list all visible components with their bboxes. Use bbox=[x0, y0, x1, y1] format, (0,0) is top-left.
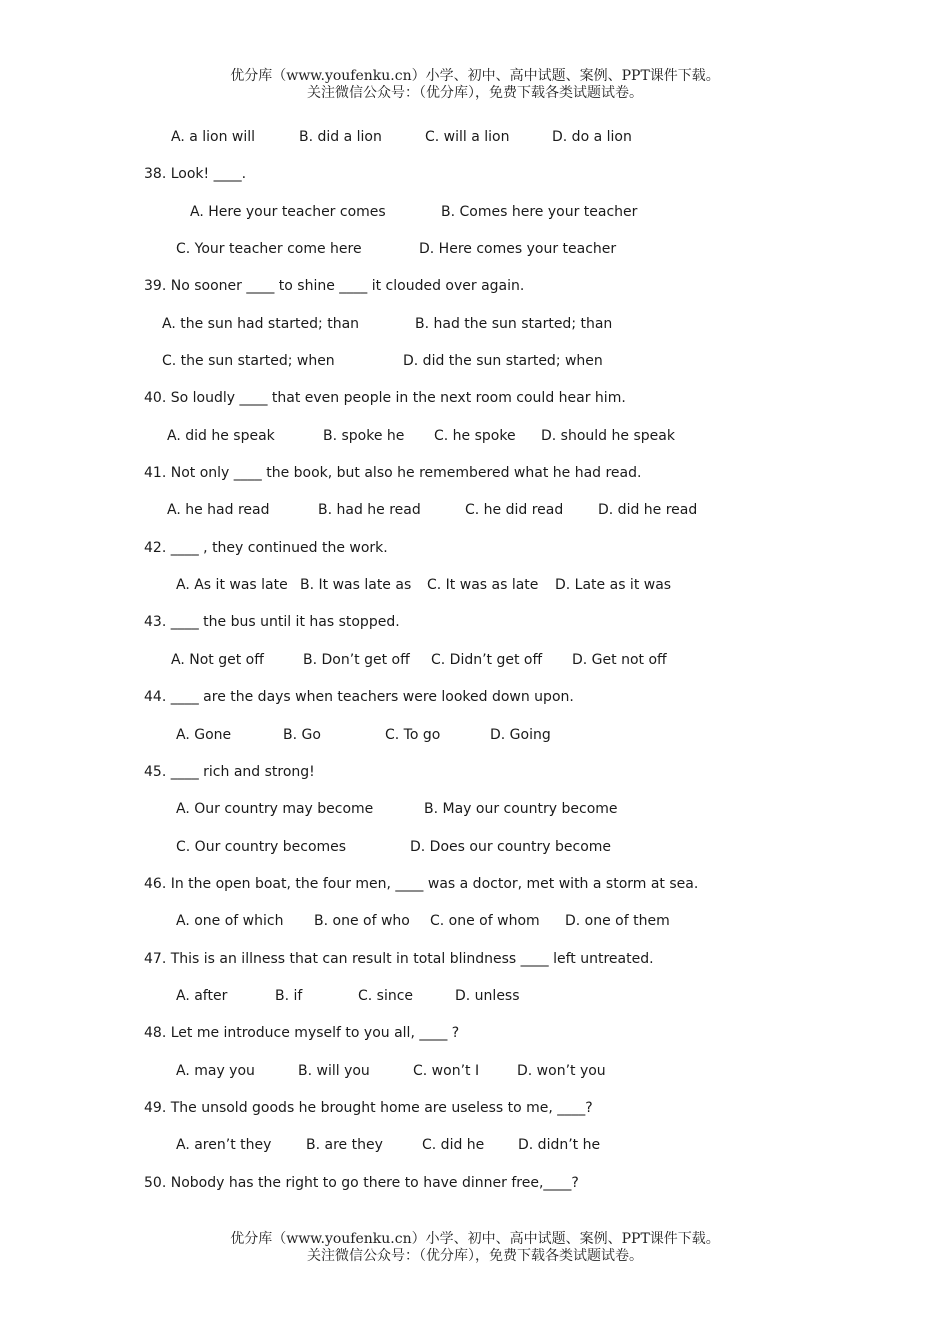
q44-option-d: D. Going bbox=[490, 727, 551, 743]
q48-stem: 48. Let me introduce myself to you all, ____ ? bbox=[144, 1025, 460, 1041]
q40-option-b: B. spoke he bbox=[323, 428, 405, 444]
q39-option-c: C. the sun started; when bbox=[162, 353, 335, 369]
footer-line-1: 优分库（www.youfenku.cn）小学、初中、高中试题、案例、PPT课件下载。 bbox=[230, 1231, 720, 1247]
q44-option-b: B. Go bbox=[283, 727, 321, 743]
q48-option-d: D. won’t you bbox=[517, 1063, 606, 1079]
q49-option-d: D. didn’t he bbox=[518, 1137, 601, 1153]
q46-stem: 46. In the open boat, the four men, ____ was a doctor, met with a storm at sea. bbox=[144, 876, 699, 892]
q40-option-c: C. he spoke bbox=[434, 428, 516, 444]
q44-option-c: C. To go bbox=[385, 727, 441, 743]
q38-stem: 38. Look! ____. bbox=[144, 166, 247, 182]
q47-option-d: D. unless bbox=[455, 988, 520, 1004]
q46-option-a: A. one of which bbox=[176, 913, 284, 929]
q42-option-c: C. It was as late bbox=[427, 577, 539, 593]
q39-option-a: A. the sun had started; than bbox=[162, 316, 360, 332]
q47-option-c: C. since bbox=[358, 988, 414, 1004]
q38-option-c: C. Your teacher come here bbox=[176, 241, 362, 257]
q41-option-d: D. did he read bbox=[598, 502, 698, 518]
q41-option-c: C. he did read bbox=[465, 502, 564, 518]
q41-stem: 41. Not only ____ the book, but also he remembered what he had read. bbox=[144, 465, 642, 481]
q39-option-d: D. did the sun started; when bbox=[403, 353, 603, 369]
q49-stem: 49. The unsold goods he brought home are useless to me, ____? bbox=[144, 1100, 593, 1116]
header-line-1: 优分库（www.youfenku.cn）小学、初中、高中试题、案例、PPT课件下载。 bbox=[230, 68, 720, 84]
q43-option-a: A. Not get off bbox=[171, 652, 264, 668]
q39-stem: 39. No sooner ____ to shine ____ it clouded over again. bbox=[144, 278, 525, 294]
q47-option-a: A. after bbox=[176, 988, 228, 1004]
q41-option-a: A. he had read bbox=[167, 502, 270, 518]
q46-option-b: B. one of who bbox=[314, 913, 410, 929]
q42-option-d: D. Late as it was bbox=[555, 577, 672, 593]
q40-option-a: A. did he speak bbox=[167, 428, 275, 444]
q46-option-d: D. one of them bbox=[565, 913, 670, 929]
q37-option-c: C. will a lion bbox=[425, 129, 510, 145]
q44-stem: 44. ____ are the days when teachers were looked down upon. bbox=[144, 689, 574, 705]
q43-option-c: C. Didn’t get off bbox=[431, 652, 543, 668]
q38-option-d: D. Here comes your teacher bbox=[419, 241, 617, 257]
q44-option-a: A. Gone bbox=[176, 727, 232, 743]
q48-option-a: A. may you bbox=[176, 1063, 255, 1079]
q40-stem: 40. So loudly ____ that even people in the next room could hear him. bbox=[144, 390, 626, 406]
q37-option-a: A. a lion will bbox=[171, 129, 256, 145]
footer-line-2: 关注微信公众号：（优分库），免费下载各类试题试卷。 bbox=[307, 1248, 643, 1264]
q48-option-c: C. won’t I bbox=[413, 1063, 480, 1079]
q38-option-b: B. Comes here your teacher bbox=[441, 204, 638, 220]
header-line-2: 关注微信公众号：（优分库），免费下载各类试题试卷。 bbox=[307, 85, 643, 101]
q43-option-d: D. Get not off bbox=[572, 652, 667, 668]
q48-option-b: B. will you bbox=[298, 1063, 370, 1079]
page-footer bbox=[0, 1231, 950, 1265]
q45-option-a: A. Our country may become bbox=[176, 801, 374, 817]
q42-option-a: A. As it was late bbox=[176, 577, 288, 593]
page-header bbox=[0, 68, 950, 102]
q37-option-b: B. did a lion bbox=[299, 129, 382, 145]
q40-option-d: D. should he speak bbox=[541, 428, 675, 444]
q50-stem: 50. Nobody has the right to go there to have dinner free,____? bbox=[144, 1175, 579, 1191]
q45-stem: 45. ____ rich and strong! bbox=[144, 764, 315, 780]
q42-option-b: B. It was late as bbox=[300, 577, 412, 593]
q37-option-d: D. do a lion bbox=[552, 129, 632, 145]
q49-option-c: C. did he bbox=[422, 1137, 485, 1153]
q39-option-b: B. had the sun started; than bbox=[415, 316, 613, 332]
q49-option-b: B. are they bbox=[306, 1137, 383, 1153]
q46-option-c: C. one of whom bbox=[430, 913, 540, 929]
q41-option-b: B. had he read bbox=[318, 502, 421, 518]
q45-option-b: B. May our country become bbox=[424, 801, 618, 817]
q47-stem: 47. This is an illness that can result in total blindness ____ left untreated. bbox=[144, 951, 654, 967]
q38-option-a: A. Here your teacher comes bbox=[190, 204, 386, 220]
q43-option-b: B. Don’t get off bbox=[303, 652, 410, 668]
q45-option-c: C. Our country becomes bbox=[176, 839, 347, 855]
q42-stem: 42. ____ , they continued the work. bbox=[144, 540, 388, 556]
q43-stem: 43. ____ the bus until it has stopped. bbox=[144, 614, 400, 630]
q45-option-d: D. Does our country become bbox=[410, 839, 612, 855]
q49-option-a: A. aren’t they bbox=[176, 1137, 272, 1153]
q47-option-b: B. if bbox=[275, 988, 303, 1004]
